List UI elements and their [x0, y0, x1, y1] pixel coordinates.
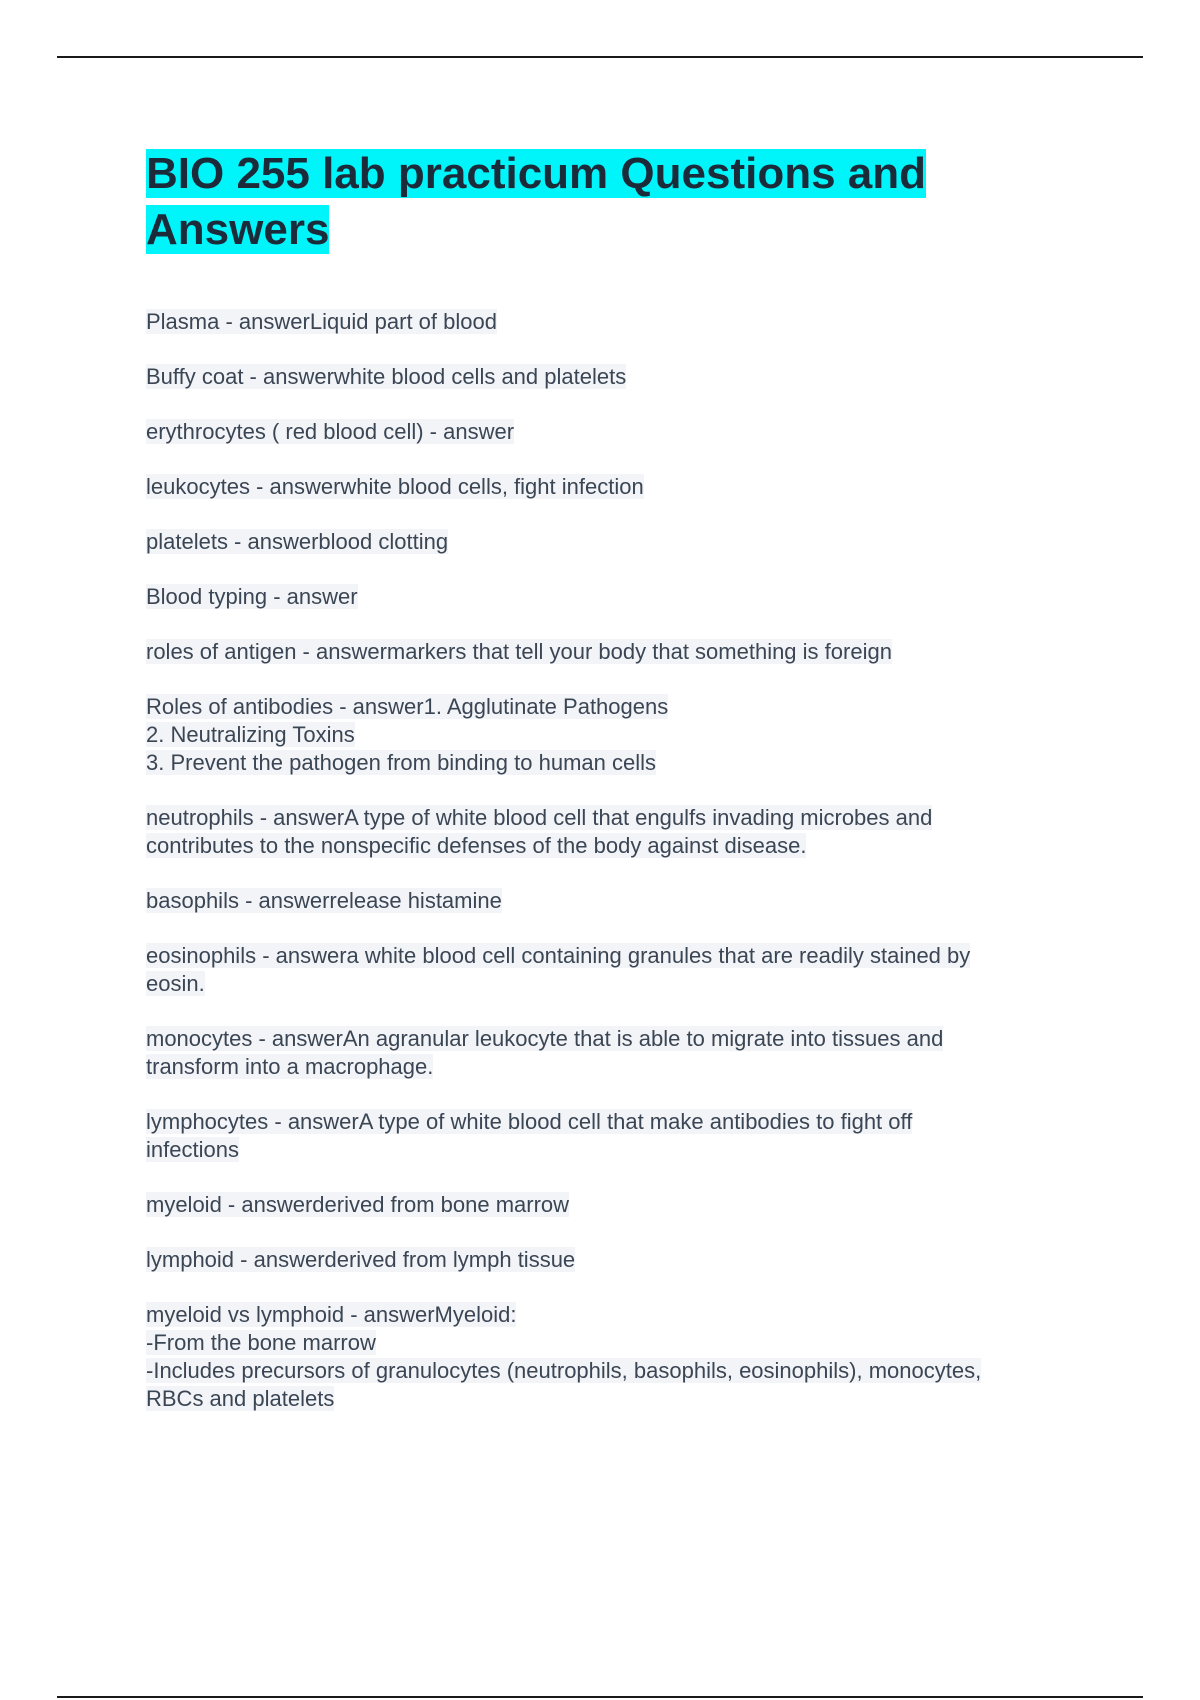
- qa-line-text: -Includes precursors of granulocytes (neutrophils, basophils, eosinophils), monocytes,: [146, 1358, 982, 1383]
- qa-line: [146, 1385, 1096, 1413]
- qa-line-text: erythrocytes ( red blood cell) - answer: [146, 419, 515, 444]
- qa-line-text: lymphoid - answerderived from lymph tissue: [146, 1247, 576, 1272]
- qa-line: [146, 1301, 1096, 1329]
- qa-entry: [146, 1246, 1096, 1274]
- qa-line-text: Blood typing - answer: [146, 584, 358, 609]
- qa-entry: [146, 887, 1096, 915]
- qa-line: [146, 1108, 1096, 1136]
- qa-entry: [146, 804, 1096, 860]
- qa-line: [146, 887, 1096, 915]
- qa-entry: [146, 473, 1096, 501]
- qa-line: [146, 418, 1096, 446]
- qa-line-text: 3. Prevent the pathogen from binding to human cells: [146, 750, 656, 775]
- qa-entry: [146, 693, 1096, 777]
- qa-line: [146, 308, 1096, 336]
- qa-line-text: 2. Neutralizing Toxins: [146, 722, 355, 747]
- qa-line: [146, 1191, 1096, 1219]
- qa-line-text: roles of antigen - answermarkers that tell your body that something is foreign: [146, 639, 892, 664]
- qa-line: [146, 638, 1096, 666]
- document-title: [146, 146, 1096, 258]
- qa-line-text: myeloid - answerderived from bone marrow: [146, 1192, 570, 1217]
- qa-line: [146, 804, 1096, 832]
- footer-rule: [57, 1696, 1143, 1698]
- qa-line-text: eosinophils - answera white blood cell containing granules that are readily stained by: [146, 943, 971, 968]
- qa-line: [146, 1025, 1096, 1053]
- qa-line-text: platelets - answerblood clotting: [146, 529, 449, 554]
- qa-entry: [146, 583, 1096, 611]
- qa-entry: [146, 1025, 1096, 1081]
- document-title-text: BIO 255 lab practicum Questions and Answers: [146, 149, 926, 254]
- qa-line-text: infections: [146, 1137, 239, 1162]
- qa-list: [146, 308, 1096, 1413]
- qa-line-text: eosin.: [146, 971, 205, 996]
- qa-line: [146, 942, 1096, 970]
- qa-line: [146, 528, 1096, 556]
- qa-line: [146, 832, 1096, 860]
- qa-line-text: myeloid vs lymphoid - answerMyeloid:: [146, 1302, 517, 1327]
- qa-line: [146, 970, 1096, 998]
- qa-line: [146, 693, 1096, 721]
- qa-line-text: neutrophils - answerA type of white blood cell that engulfs invading microbes and: [146, 805, 933, 830]
- qa-line-text: RBCs and platelets: [146, 1386, 335, 1411]
- qa-line-text: contributes to the nonspecific defenses of the body against disease.: [146, 833, 807, 858]
- qa-line-text: -From the bone marrow: [146, 1330, 376, 1355]
- qa-entry: [146, 1108, 1096, 1164]
- header-rule: [57, 56, 1143, 58]
- qa-entry: [146, 418, 1096, 446]
- qa-entry: [146, 1301, 1096, 1413]
- qa-line: [146, 1357, 1096, 1385]
- qa-line: [146, 363, 1096, 391]
- qa-line: [146, 749, 1096, 777]
- qa-line-text: Buffy coat - answerwhite blood cells and platelets: [146, 364, 627, 389]
- qa-line-text: lymphocytes - answerA type of white blood cell that make antibodies to fight off: [146, 1109, 913, 1134]
- qa-line: [146, 721, 1096, 749]
- qa-line: [146, 473, 1096, 501]
- qa-line: [146, 1246, 1096, 1274]
- qa-entry: [146, 638, 1096, 666]
- qa-line-text: Roles of antibodies - answer1. Agglutinate Pathogens: [146, 694, 669, 719]
- qa-entry: [146, 1191, 1096, 1219]
- qa-line: [146, 1136, 1096, 1164]
- qa-line: [146, 1329, 1096, 1357]
- qa-entry: [146, 363, 1096, 391]
- qa-line-text: monocytes - answerAn agranular leukocyte that is able to migrate into tissues and: [146, 1026, 944, 1051]
- qa-line-text: basophils - answerrelease histamine: [146, 888, 502, 913]
- document-body: [146, 146, 1096, 1440]
- qa-entry: [146, 528, 1096, 556]
- qa-line-text: Plasma - answerLiquid part of blood: [146, 309, 497, 334]
- qa-entry: [146, 308, 1096, 336]
- qa-entry: [146, 942, 1096, 998]
- qa-line: [146, 583, 1096, 611]
- qa-line: [146, 1053, 1096, 1081]
- qa-line-text: leukocytes - answerwhite blood cells, fight infection: [146, 474, 644, 499]
- qa-line-text: transform into a macrophage.: [146, 1054, 434, 1079]
